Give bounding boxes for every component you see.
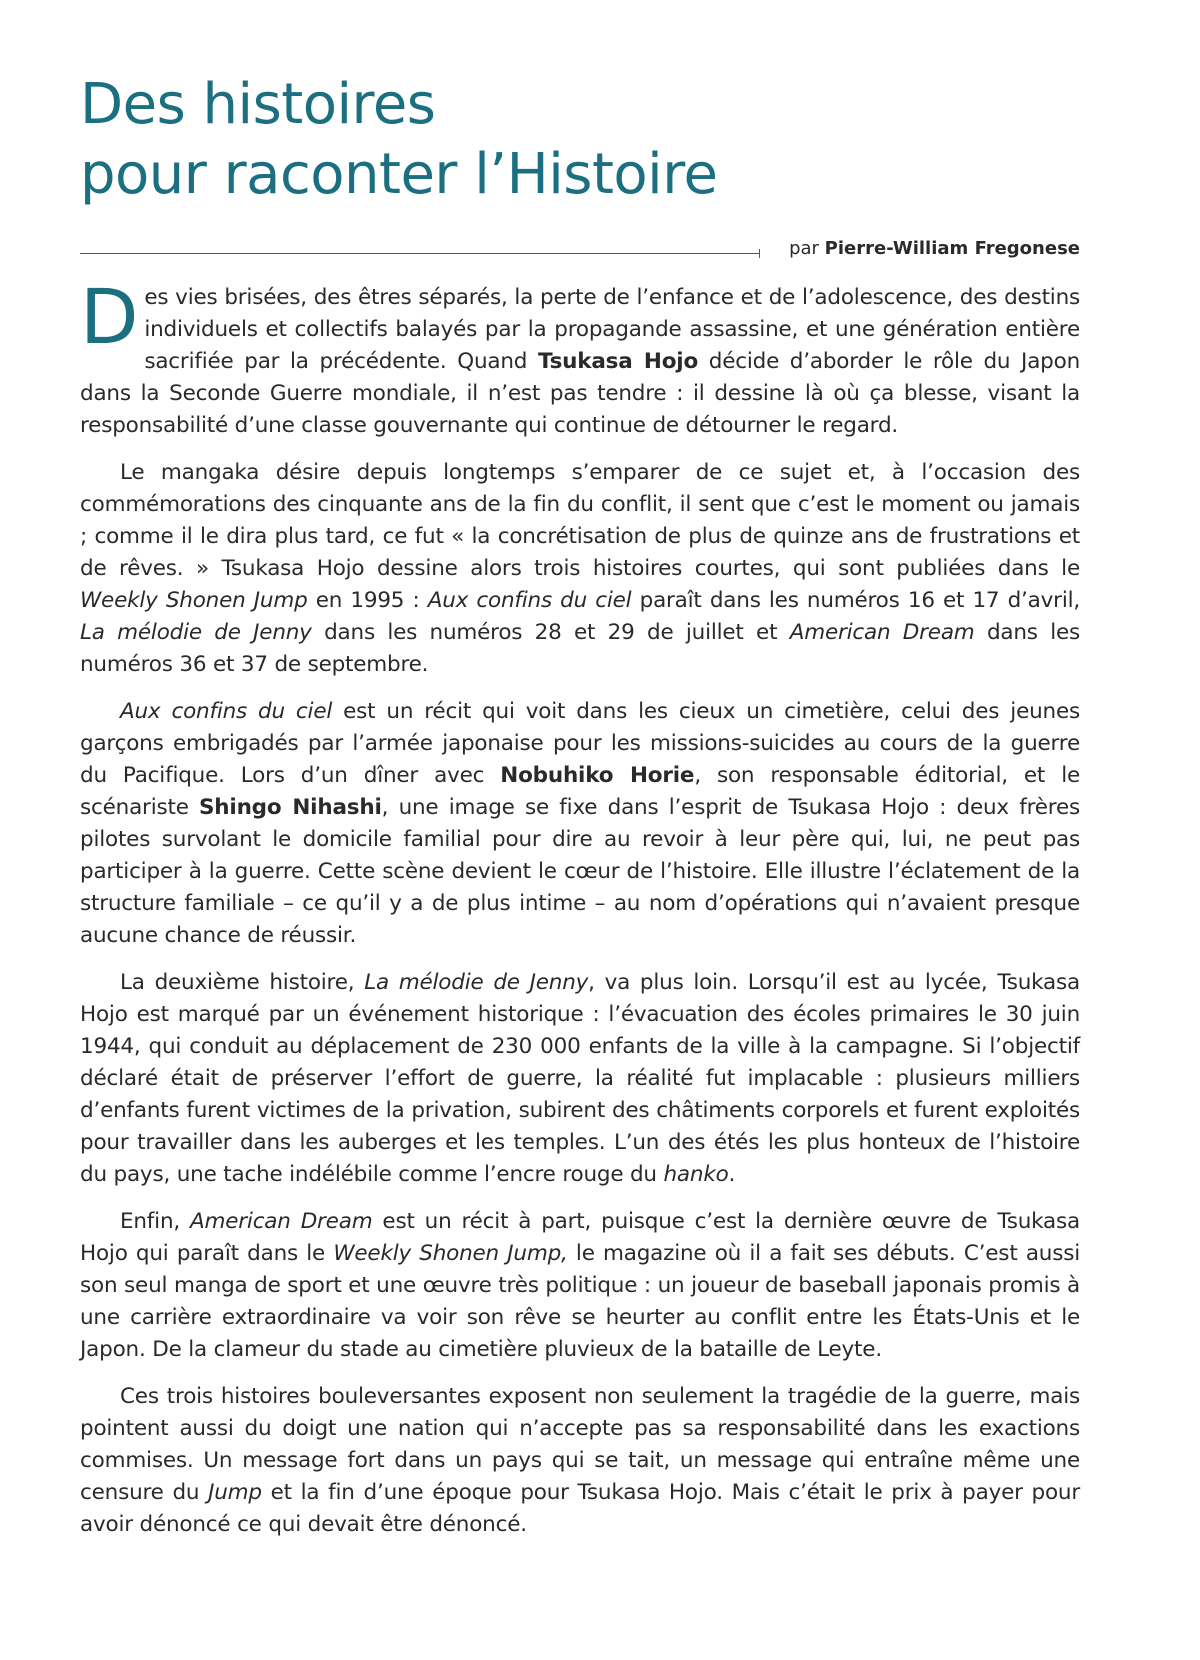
text-segment: La deuxième histoire, [120, 970, 365, 995]
text-segment: Enfin, [120, 1209, 190, 1234]
title-rule-tick [759, 249, 760, 258]
byline [789, 238, 1080, 259]
work-title: La mélodie de Jenny [80, 620, 312, 645]
title-line-1: Des histoires [80, 72, 436, 137]
paragraph-5 [80, 1206, 1080, 1366]
text-segment: dans les numéros 28 et 29 de juillet et [311, 620, 790, 645]
work-title: La mélodie de Jenny [364, 970, 589, 995]
work-title: Aux confins du ciel [427, 588, 632, 613]
text-segment: décide d’aborder le rôle du Japon dans la Seconde Guerre mondiale, il n’est pas tendre : il dessine là où ça blesse, visant la responsabilité d’une classe gouvernante qui continue de détourner le regard. [80, 349, 1080, 438]
person-name: Nobuhiko Horie [500, 763, 695, 788]
article-title [80, 70, 1080, 210]
text-segment: en 1995 : [307, 588, 428, 613]
paragraph-6 [80, 1381, 1080, 1541]
byline-row [80, 230, 1080, 270]
text-segment: Ces trois histoires bouleversantes exposent non seulement la tragédie de la guerre, mais pointent aussi du doigt une nation qui n’accepte pas sa responsabilité dans les exactions commises. Un message fort dans un pays qui se tait, un message qui entraîne même une censure du [80, 1384, 1080, 1505]
text-segment: . [728, 1162, 736, 1187]
paragraph-2 [80, 457, 1080, 681]
text-segment: est un récit à part, puisque c’est la dernière œuvre de Tsukasa Hojo qui paraît dans le [80, 1209, 1081, 1266]
work-title: Weekly Shonen Jump, [333, 1241, 568, 1266]
paragraph-1 [80, 272, 1080, 442]
paragraph-4 [80, 967, 1080, 1191]
italic-term: hanko [663, 1162, 729, 1187]
work-title: American Dream [789, 620, 975, 645]
author-name: Pierre-William Fregonese [824, 238, 1080, 259]
person-name: Tsukasa Hojo [537, 349, 699, 374]
work-title: Aux confins du ciel [120, 699, 333, 724]
text-segment: dans les numéros 36 et 37 de septembre. [80, 620, 1080, 677]
text-segment: es vies brisées, des êtres séparés, la perte de l’enfance et de l’adolescence, des destins individuels et collectifs balayés par la propagande assassine, et une génération entière sacrifiée par la précédente. Quand [144, 285, 1080, 374]
text-segment: Le mangaka désire depuis longtemps s’emparer de ce sujet et, à l’occasion des commémorations des cinquante ans de la fin du conflit, il sent que c’est le moment ou jamais ; comme il le dira plus tard, ce fut « la concrétisation de plus de quinze ans de frustrations et de rêves. » Tsukasa Hojo dessine alors trois histoires courtes, qui sont publiées dans le [80, 460, 1080, 581]
work-title: Weekly Shonen Jump [80, 588, 308, 613]
text-segment: , va plus loin. Lorsqu’il est au lycée, Tsukasa Hojo est marqué par un événement historique : l’évacuation des écoles primaires le 30 juin 1944, qui conduit au déplacement de 230 000 enfants de la ville à la campagne. Si l’objectif déclaré était de préserver l’effort de guerre, la réalité fut implacable : plusieurs milliers d’enfants furent victimes de la privation, subirent des châtiments corporels et furent exploités pour travailler dans les auberges et les temples. L’un des étés les plus honteux de l’histoire du pays, une tache indélébile comme l’encre rouge du [80, 970, 1080, 1187]
text-segment: le magazine où il a fait ses débuts. C’est aussi son seul manga de sport et une œuvre très politique : un joueur de baseball japonais promis à une carrière extraordinaire va voir son rêve se heurter au conflit entre les États-Unis et le Japon. De la clameur du stade au cimetière pluvieux de la bataille de Leyte. [80, 1241, 1080, 1362]
person-name: Shingo Nihashi [199, 795, 382, 820]
article-body [80, 272, 1081, 1541]
text-segment: paraît dans les numéros 16 et 17 d’avril, [631, 588, 1080, 613]
work-title: American Dream [190, 1209, 373, 1234]
work-title: Jump [208, 1480, 262, 1505]
drop-cap: D [80, 272, 139, 361]
article-page [80, 70, 1080, 1556]
byline-prefix: par [789, 238, 825, 259]
text-segment: , son responsable éditorial, et le scénariste [80, 763, 1080, 820]
paragraph-3 [80, 696, 1080, 952]
text-segment: est un récit qui voit dans les cieux un cimetière, celui des jeunes garçons embrigadés par l’armée japonaise pour les missions-suicides au cours de la guerre du Pacifique. Lors d’un dîner avec [80, 699, 1080, 788]
text-segment: , une image se fixe dans l’esprit de Tsukasa Hojo : deux frères pilotes survolant le domicile familial pour dire au revoir à leur père qui, lui, ne peut pas participer à la guerre. Cette scène devient le cœur de l’histoire. Elle illustre l’éclatement de la structure familiale – ce qu’il y a de plus intime – au nom d’opérations qui n’avaient presque aucune chance de réussir. [80, 795, 1080, 948]
text-segment: et la fin d’une époque pour Tsukasa Hojo. Mais c’était le prix à payer pour avoir dénoncé ce qui devait être dénoncé. [80, 1480, 1081, 1537]
title-line-2: pour raconter l’Histoire [80, 142, 718, 207]
title-rule [80, 253, 760, 254]
